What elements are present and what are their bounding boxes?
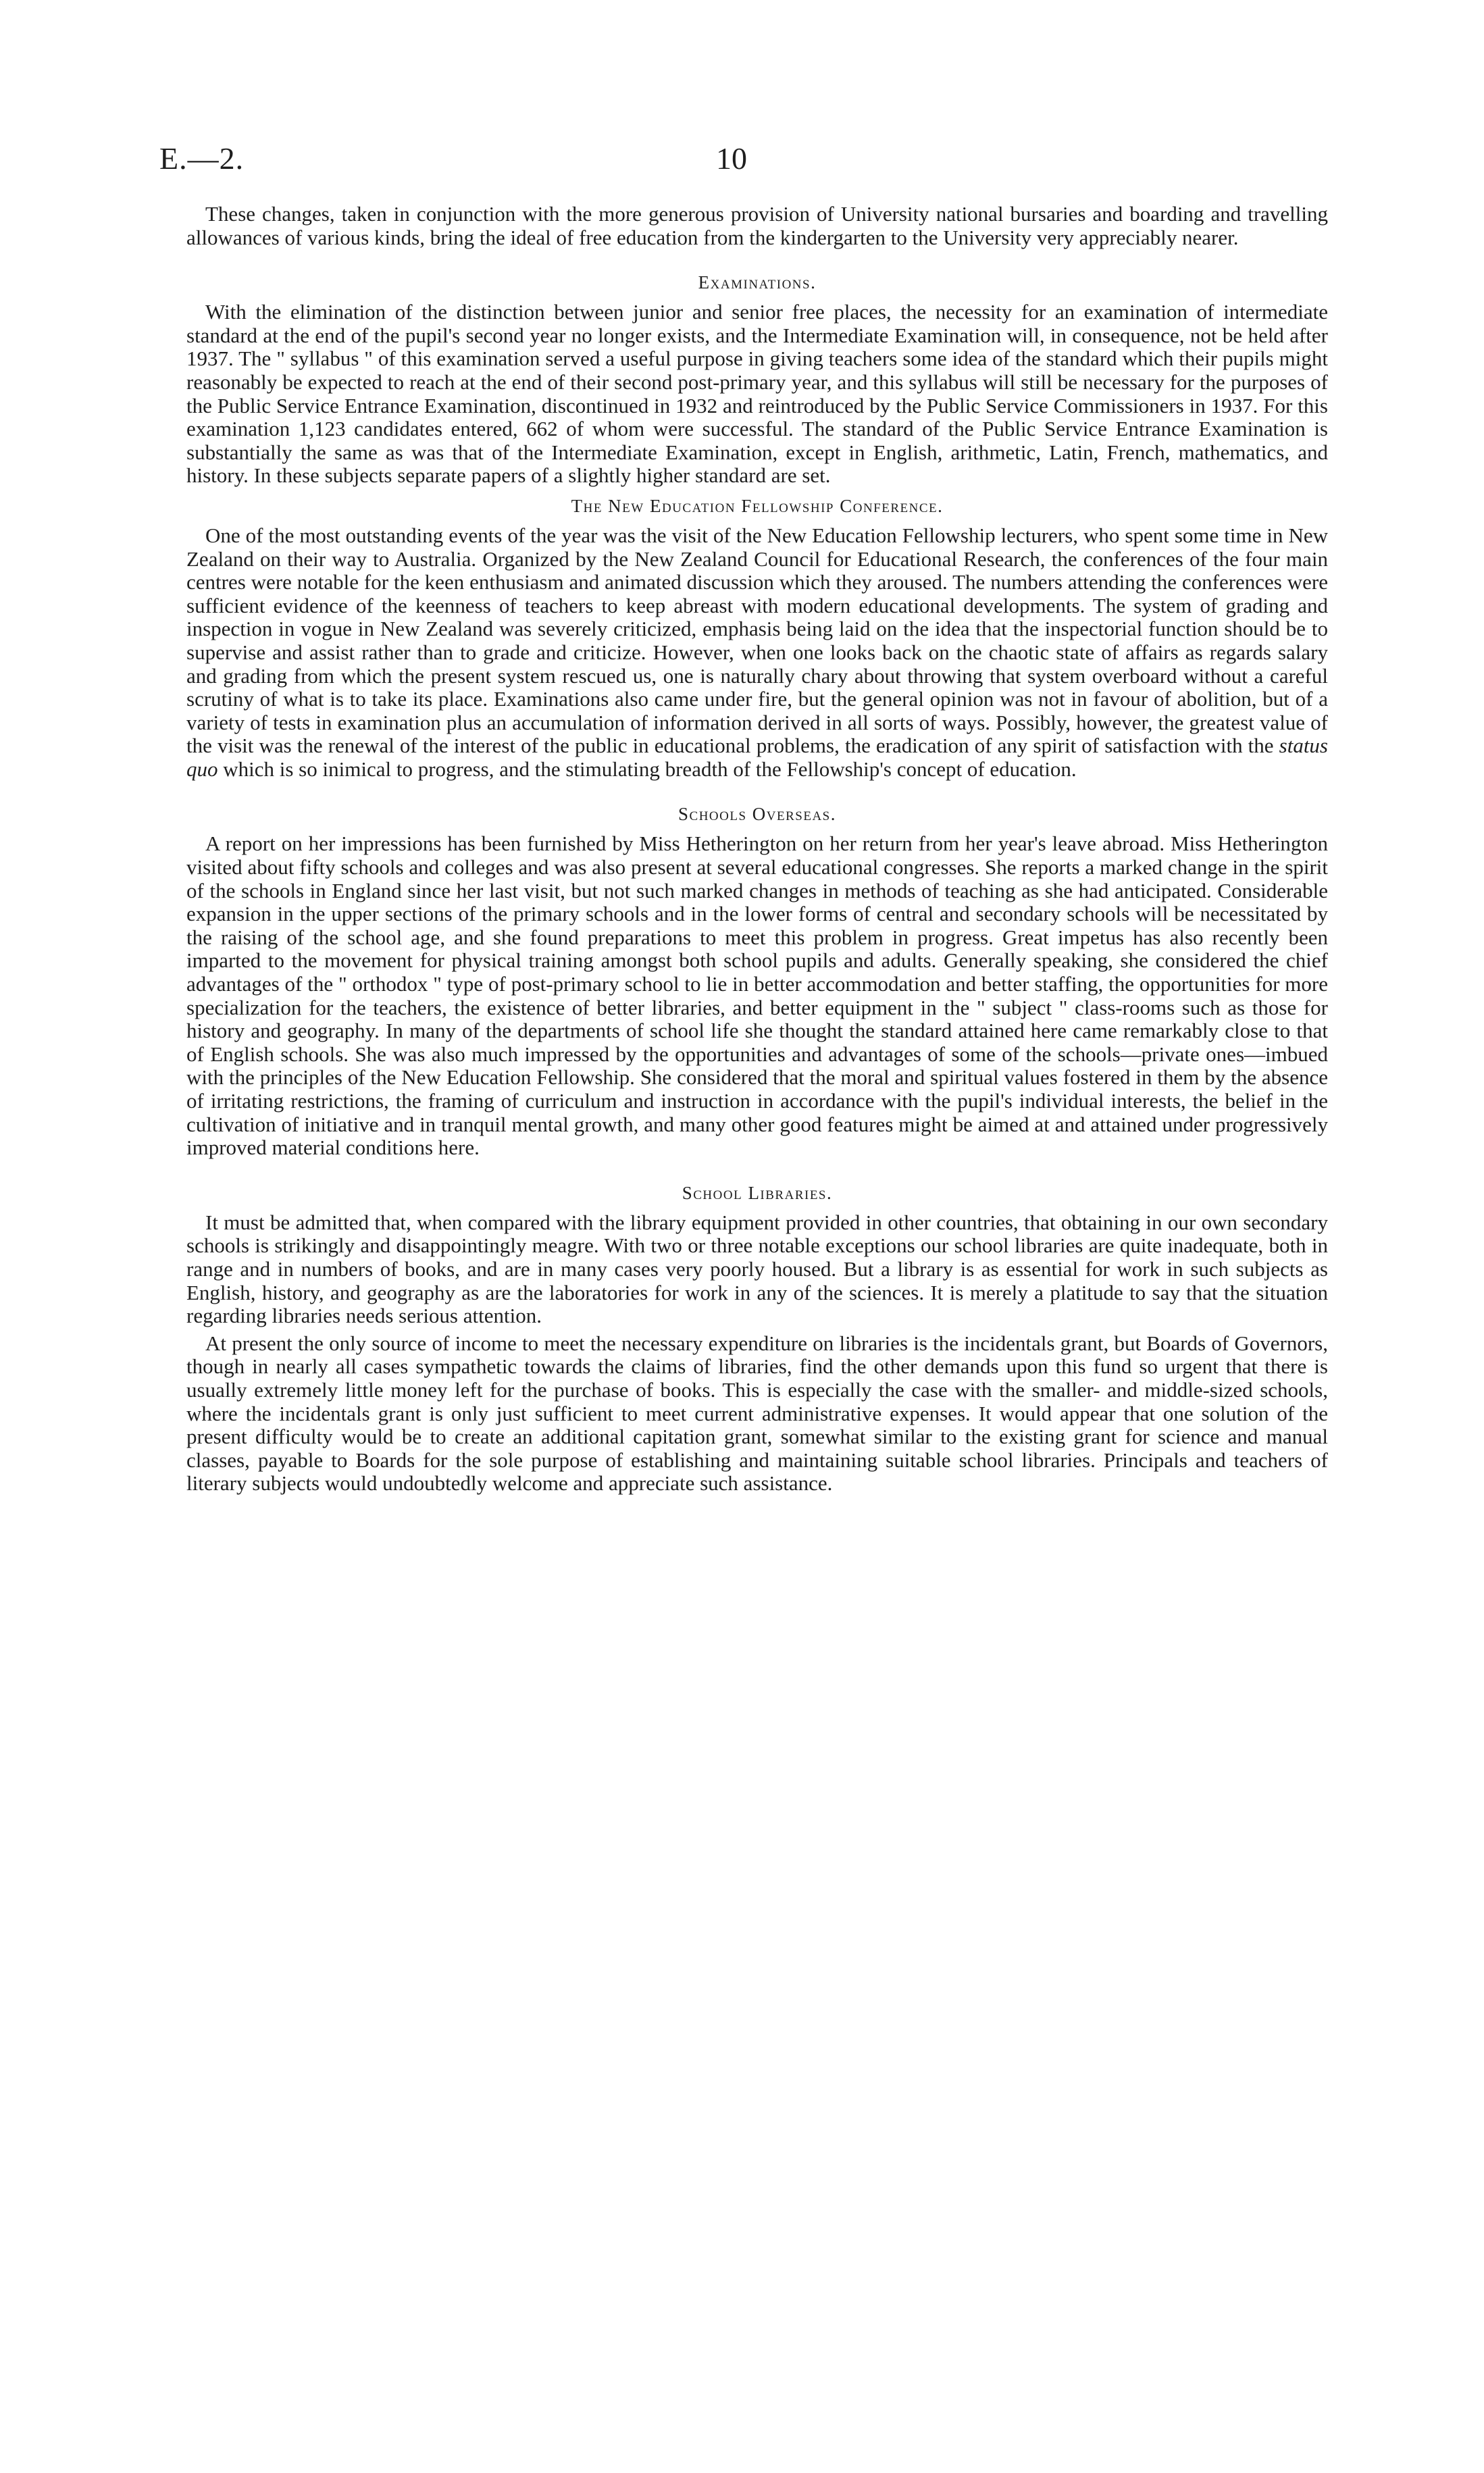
schools-overseas-section [186, 802, 1328, 1159]
fellowship-section [186, 494, 1328, 782]
fellowship-italic-phrase: status quo [186, 734, 1328, 781]
libraries-paragraph-2: At present the only source of income to meet the necessary expenditure on libraries is the incidentals grant, but Boards of Governors, though in nearly all cases sympathetic towards the claims of libraries, find the other demands upon this fund so urgent that there is usually extremely little money left for the purchase of books. This is especially the case with the smaller- and middle-sized schools, where the incidentals grant is only just sufficient to meet current administrative expenses. It would appear that one solution of the present difficulty would be to create an additional capitation grant, somewhat similar to the existing grant for science and manual classes, payable to Boards for the sole purpose of establishing and maintaining suitable school libraries. Principals and teachers of literary subjects would undoubtedly welcome and appreciate such assistance. [186, 1331, 1328, 1496]
examinations-section [186, 271, 1328, 488]
libraries-section [186, 1181, 1328, 1496]
page-body [186, 203, 1328, 1500]
examinations-paragraph: With the elimination of the distinction between junior and senior free places, the necessity for an examination of intermediate standard at the end of the pupil's second year no longer exists, and the Intermediate Examination will, in consequence, not be held after 1937. The " syllabus " of this examination served a useful purpose in giving teachers some idea of the standard which their pupils might reasonably be expected to reach at the end of their second post-primary year, and this syllabus will still be necessary for the purposes of the Public Service Entrance Examination, discontinued in 1932 and reintroduced by the Public Service Commissioners in 1937. For this examination 1,123 candidates entered, 662 of whom were successful. The standard of the Public Service Entrance Examination is substantially the same as was that of the Intermediate Examination, except in English, arithmetic, Latin, French, mathematics, and history. In these subjects separate papers of a slightly higher standard are set. [186, 300, 1328, 488]
fellowship-text-before: One of the most outstanding events of the year was the visit of the New Education Fellowship lecturers, who spent some time in New Zealand on their way to Australia. Organized by the New Zealand Council for Educational Research, the conferences of the four main centres were notable for the keen enthusiasm and animated discussion which they aroused. The numbers attending the conferences were sufficient evidence of the keenness of teachers to keep abreast with modern educational developments. The system of grading and inspection in vogue in New Zealand was severely criticized, emphasis being laid on the idea that the inspectorial function should be to supervise and assist rather than to grade and criticize. However, when one looks back on the chaotic state of affairs as regards salary and grading from which the present system rescued us, one is naturally chary about throwing that system overboard without a careful scrutiny of what is to take its place. Examinations also came under fire, but the general opinion was not in favour of abolition, but of a variety of tests in examination plus an accumulation of information derived in all sorts of ways. Possibly, however, the greatest value of the visit was the renewal of the interest of the public in educational problems, the eradication of any spirit of satisfaction with the [186, 523, 1328, 758]
page-header [0, 141, 1484, 181]
examinations-heading: Examinations. [698, 272, 817, 293]
fellowship-paragraph [186, 524, 1328, 782]
fellowship-text-after: which is so inimical to progress, and the stimulating breadth of the Fellowship's concept of education. [218, 757, 1077, 781]
libraries-paragraph-1: It must be admitted that, when compared with the library equipment provided in other countries, that obtaining in our own secondary schools is strikingly and disappointingly meagre. With two or three notable exceptions our school libraries are quite inadequate, both in range and in numbers of books, and are in many cases very poorly housed. But a library is as essential for work in such subjects as English, history, and geography as are the laboratories for work in any of the sciences. It is merely a platitude to say that the situation regarding libraries needs serious attention. [186, 1210, 1328, 1328]
document-reference: E.—2. [159, 141, 245, 176]
libraries-heading: School Libraries. [682, 1182, 833, 1203]
schools-overseas-paragraph: A report on her impressions has been furnished by Miss Hetherington on her return from her year's leave abroad. Miss Hetherington visited about fifty schools and colleges and was also present at several educational congresses. She reports a marked change in the spirit of the schools in England since her last visit, but not such marked changes in methods of teaching as she had anticipated. Considerable expansion in the upper sections of the primary schools and in the lower forms of central and secondary schools will be necessitated by the raising of the school age, and she found preparations to meet this problem in progress. Great impetus has also recently been imparted to the movement for physical training amongst both school pupils and adults. Generally speaking, she considered the chief advantages of the " orthodox " type of post-primary school to lie in better accommodation and better staffing, the opportunities for more specialization for the teachers, the existence of better libraries, and better equipment in the " subject " class-rooms such as those for history and geography. In many of the departments of school life she thought the standard attained here came remarkably close to that of English schools. She was also much impressed by the opportunities and advantages of some of the schools—private ones—imbued with the principles of the New Education Fellowship. She considered that the moral and spiritual values fostered in them by the absence of irritating restrictions, the framing of curriculum and instruction in accordance with the pupil's individual interests, the belief in the cultivation of initiative and in tranquil mental growth, and many other good features might be aimed at and attained under progressively improved material conditions here. [186, 832, 1328, 1160]
page-number: 10 [716, 141, 747, 176]
schools-overseas-heading: Schools Overseas. [678, 804, 836, 825]
fellowship-heading: The New Education Fellowship Conference. [571, 495, 944, 516]
intro-paragraph: These changes, taken in conjunction with the more generous provision of University national bursaries and boarding and travelling allowances of various kinds, bring the ideal of free education from the kindergarten to the University very appreciably nearer. [186, 202, 1328, 249]
